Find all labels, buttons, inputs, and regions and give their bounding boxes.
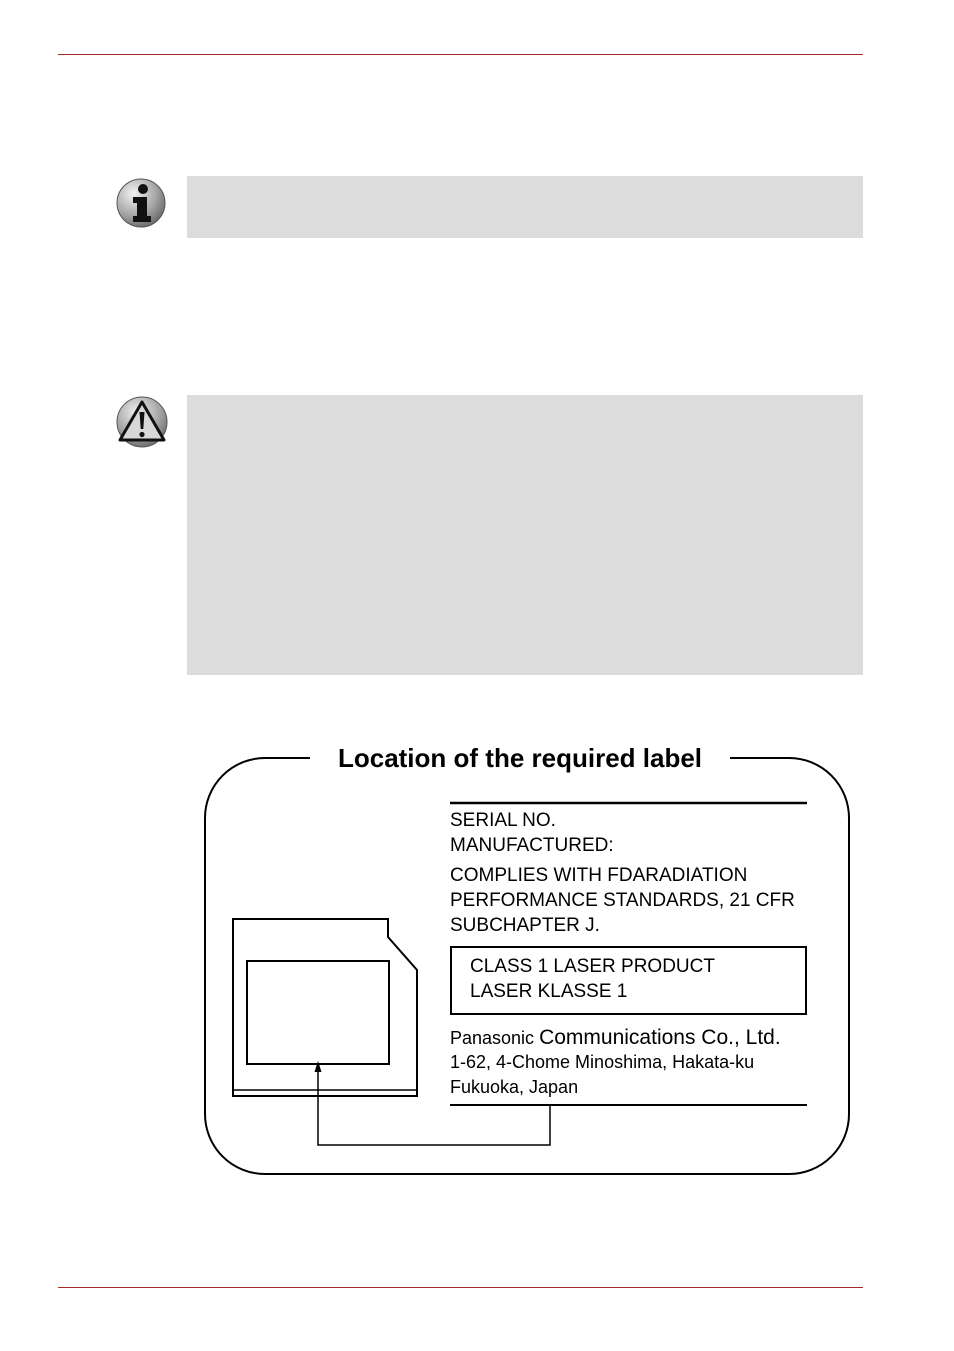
class-line-1: CLASS 1 LASER PRODUCT [470, 956, 715, 977]
address-line-2: Fukuoka, Japan [450, 1077, 579, 1097]
figure-title: Location of the required label [310, 740, 730, 776]
arrow-head [315, 1061, 322, 1072]
complies-line-1: COMPLIES WITH FDARADIATION [450, 865, 748, 886]
complies-line-3: SUBCHAPTER J. [450, 915, 600, 936]
complies-line-2: PERFORMANCE STANDARDS, 21 CFR [450, 890, 795, 911]
caution-callout [187, 395, 863, 675]
header-rule [58, 54, 863, 55]
label-location-figure [200, 736, 860, 1186]
label-area [247, 961, 389, 1064]
address-line-1: 1-62, 4-Chome Minoshima, Hakata-ku [450, 1052, 755, 1072]
manufactured-text: MANUFACTURED: [450, 835, 614, 856]
footer-rule [58, 1287, 863, 1288]
manufacturer-line [450, 1025, 781, 1051]
info-icon [116, 178, 166, 228]
manufacturer-name: Communications Co., Ltd. [539, 1026, 781, 1049]
serial-no-text: SERIAL NO. [450, 810, 556, 831]
warning-icon [116, 396, 168, 448]
class-line-2: LASER KLASSE 1 [470, 981, 628, 1002]
note-callout [187, 176, 863, 238]
manufacturer-prefix: Panasonic [450, 1028, 535, 1048]
